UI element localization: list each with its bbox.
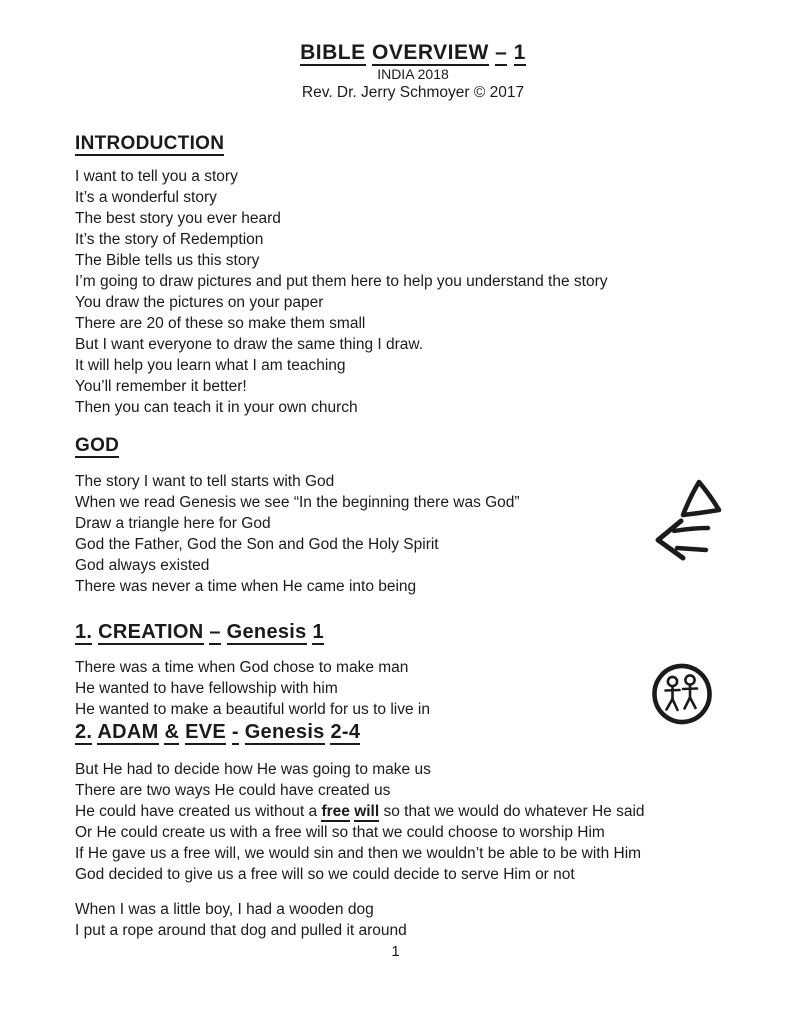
text-line: It will help you learn what I am teaching — [75, 357, 346, 374]
text-line: You draw the pictures on your paper — [75, 294, 324, 311]
page-title: BIBLE OVERVIEW – 1 — [300, 41, 526, 64]
text-line: You’ll remember it better! — [75, 378, 247, 395]
text-line: But He had to decide how He was going to make us — [75, 761, 431, 778]
event-subtitle: INDIA 2018 — [377, 66, 449, 82]
text-line: If He gave us a free will, we would sin and then we wouldn’t be able to be with Him — [75, 845, 642, 862]
text-line: God always existed — [75, 557, 210, 574]
text-line: I’m going to draw pictures and put them here to help you understand the story — [75, 273, 608, 290]
free-will-pre: He could have created us without a — [75, 803, 322, 820]
section-heading: 1. CREATION – Genesis 1 — [75, 621, 324, 643]
text-line: There was never a time when He came into being — [75, 578, 417, 595]
text-line-free-will — [75, 801, 751, 822]
text-line: Draw a triangle here for God — [75, 515, 271, 532]
text-line: When we read Genesis we see “In the beginning there was God” — [75, 494, 520, 511]
section-heading: GOD — [75, 435, 120, 456]
text-line: The Bible tells us this story — [75, 252, 260, 269]
text-line: It’s the story of Redemption — [75, 231, 264, 248]
paragraph — [75, 899, 751, 941]
text-line: It’s a wonderful story — [75, 189, 217, 206]
stick-person-icon — [666, 677, 680, 710]
adam-eve-people-drawing — [650, 660, 716, 728]
free-will-emphasis: free will — [321, 803, 380, 820]
author-line: Rev. Dr. Jerry Schmoyer © 2017 — [301, 84, 525, 101]
section-introduction — [75, 132, 751, 418]
free-will-post: so that we would do whatever He said — [379, 803, 645, 820]
section-adam-eve — [75, 720, 751, 941]
text-line: When I was a little boy, I had a wooden dog — [75, 901, 374, 918]
text-line: There are two ways He could have created us — [75, 782, 391, 799]
text-line: The best story you ever heard — [75, 210, 281, 227]
triangle-icon — [683, 482, 719, 515]
text-line: The story I want to tell starts with God — [75, 473, 335, 490]
text-line: I put a rope around that dog and pulled it around — [75, 922, 407, 939]
text-line: God the Father, God the Son and God the Holy Spirit — [75, 536, 439, 553]
text-line: He wanted to make a beautiful world for us to live in — [75, 701, 430, 718]
document-header — [75, 40, 751, 102]
text-line: He wanted to have fellowship with him — [75, 680, 338, 697]
text-line: Then you can teach it in your own church — [75, 399, 358, 416]
stick-person-icon — [683, 675, 697, 708]
text-line: But I want everyone to draw the same thing I draw. — [75, 336, 424, 353]
text-line: There are 20 of these so make them small — [75, 315, 366, 332]
section-heading: 2. ADAM & EVE - Genesis 2-4 — [75, 721, 361, 743]
text-line: There was a time when God chose to make man — [75, 659, 409, 676]
god-triangle-drawing — [650, 473, 745, 568]
page-number: 1 — [391, 943, 400, 960]
left-arrow-icon — [658, 521, 708, 558]
circle-icon — [651, 663, 712, 725]
text-line: I want to tell you a story — [75, 168, 238, 185]
section-heading: INTRODUCTION — [75, 133, 225, 154]
text-line: Or He could create us with a free will so that we could choose to worship Him — [75, 824, 605, 841]
text-line: God decided to give us a free will so we could decide to serve Him or not — [75, 866, 575, 883]
